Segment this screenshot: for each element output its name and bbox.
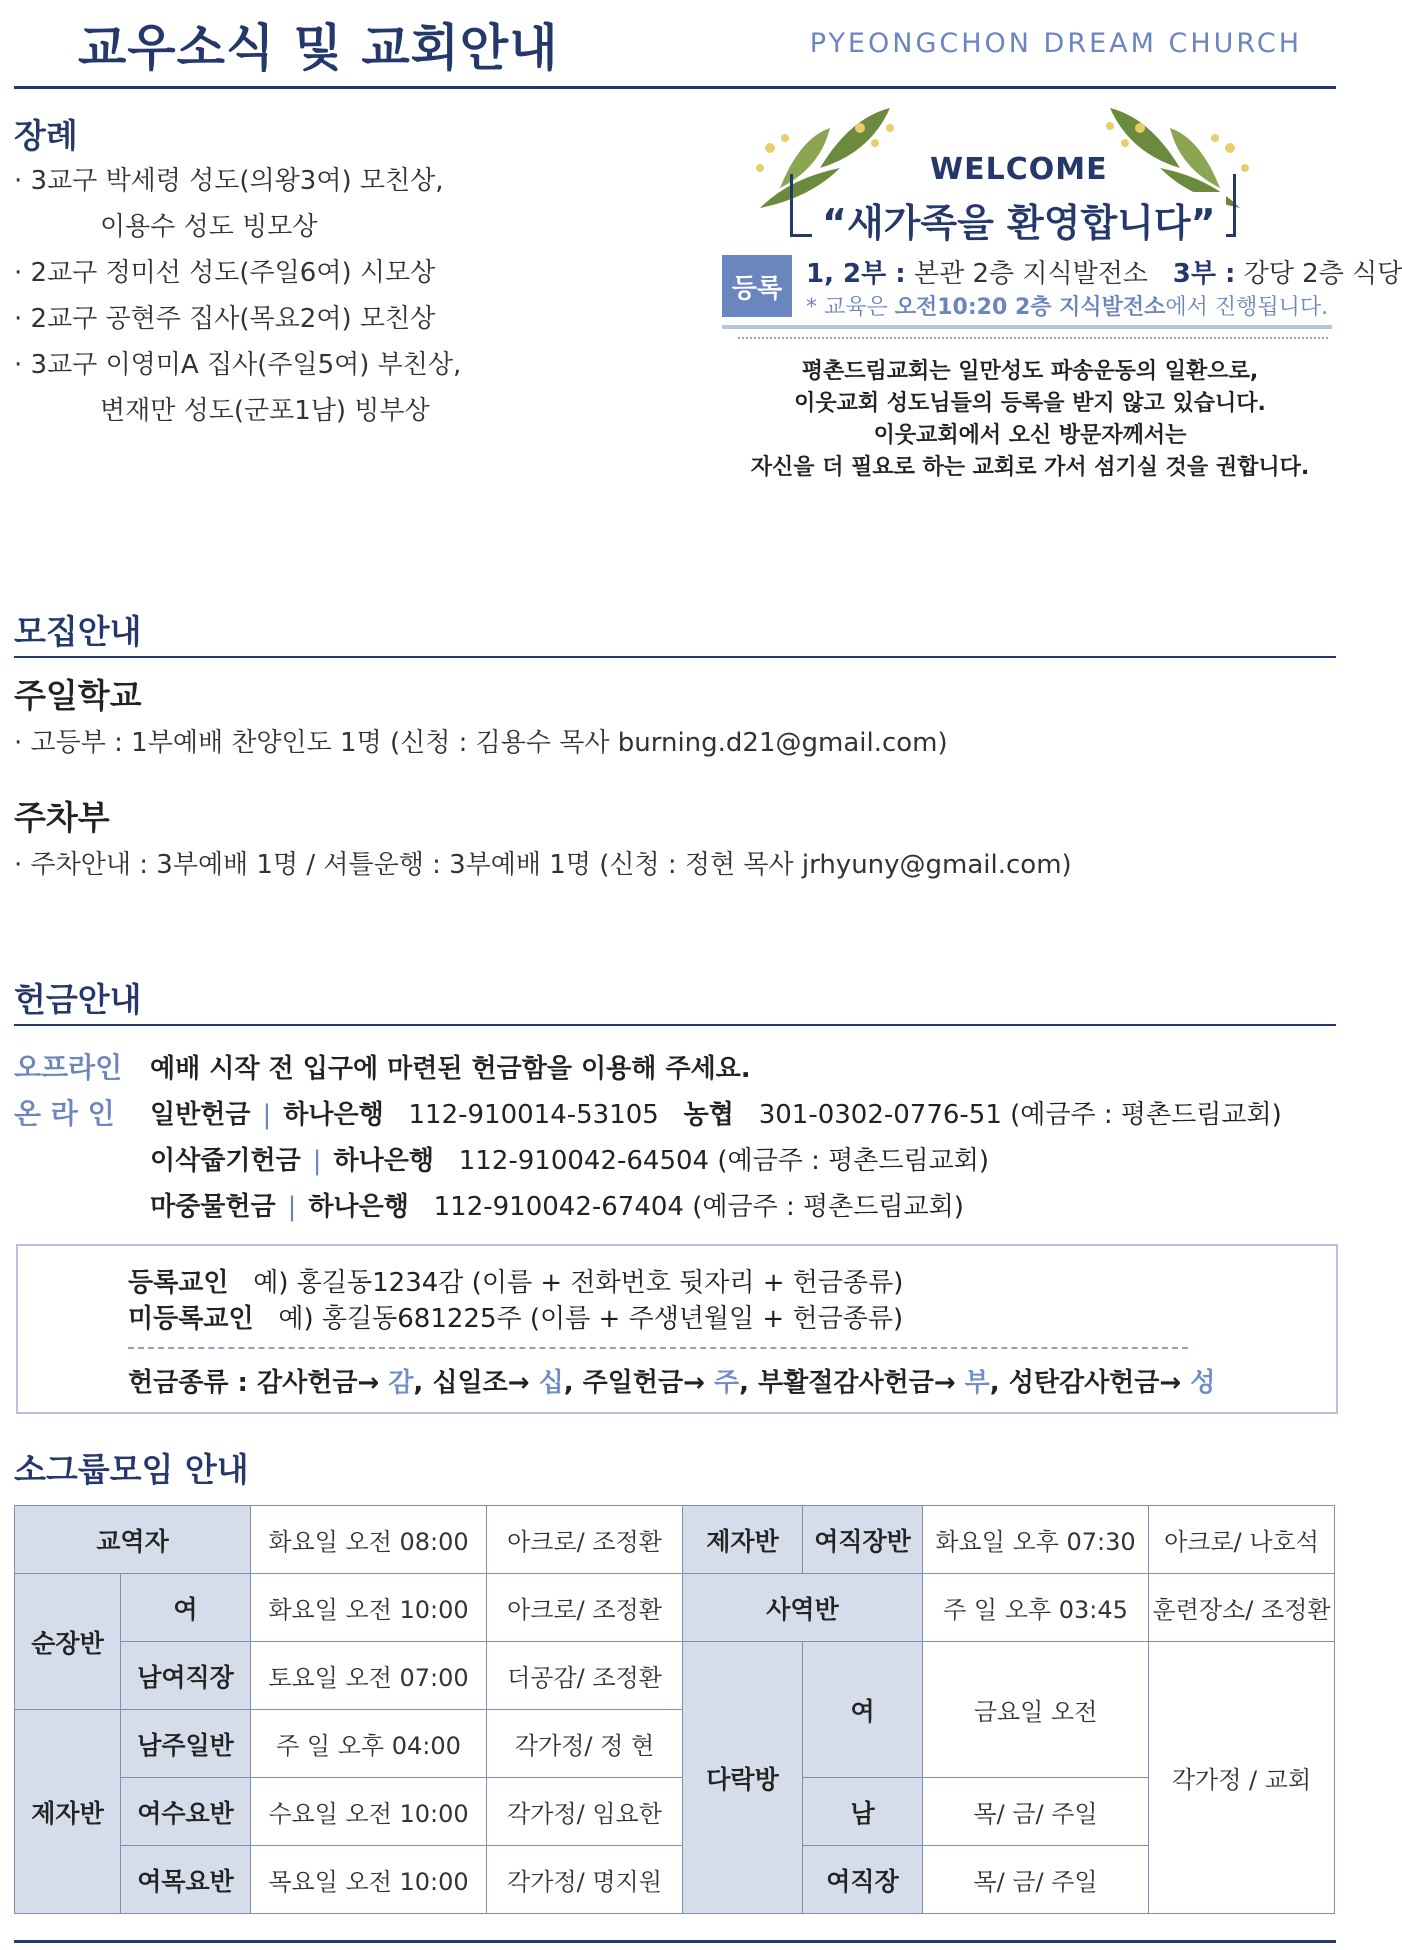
group-time: 토요일 오전 07:00 [251,1642,487,1710]
group-name: 제자반 [683,1506,803,1574]
offering-type: 마중물헌금 [150,1192,276,1222]
group-sub: 여직장 [803,1846,923,1914]
funeral-title: 장례 [14,116,78,155]
account-number: 112-910042-64504 (예금주 : 평촌드림교회) [458,1146,989,1176]
group-place: 아크로/ 조정환 [487,1506,683,1574]
registered-example [128,1262,903,1299]
unregistered-label: 미등록교인 [128,1304,254,1334]
offering-title: 헌금안내 [14,980,142,1019]
group-time: 목/ 금/ 주일 [923,1846,1149,1914]
group-name: 교역자 [15,1506,251,1574]
notice-line: 이웃교회 성도님들의 등록을 받지 않고 있습니다. [794,391,1266,416]
sunday-school-line: · 고등부 : 1부예배 찬양인도 1명 (신청 : 김용수 목사 burning.d21@gmail.com) [14,728,948,758]
group-name: 순장반 [15,1574,121,1710]
group-place: 각가정 / 교회 [1149,1642,1335,1914]
kind-code: 주 [713,1368,740,1398]
recruit-title: 모집안내 [14,612,142,651]
offering-type: 일반헌금 [150,1100,251,1130]
recruit-divider [14,656,1336,658]
registered-text: 예) 홍길동1234감 (이름 + 전화번호 뒷자리 + 헌금종류) [253,1268,904,1298]
education-note-prefix: * 교육은 [806,295,895,320]
group-place: 더공감/ 조정환 [487,1642,683,1710]
group-time: 수요일 오전 10:00 [251,1778,487,1846]
unregistered-example [128,1298,903,1335]
group-time: 목요일 오전 10:00 [251,1846,487,1914]
account-number: 301-0302-0776-51 (예금주 : 평촌드림교회) [758,1100,1282,1130]
groups-title: 소그룹모임 안내 [14,1450,249,1489]
group-sub: 여목요반 [121,1846,251,1914]
kind-code: 부 [964,1368,990,1398]
table-row [15,1846,1335,1914]
group-sub: 남 [803,1778,923,1846]
group-name: 제자반 [15,1710,121,1914]
offering-account-row: 이삭줍기헌금 | 하나은행 112-910042-64504 (예금주 : 평촌드림교회) [150,1146,989,1176]
notice-line: 이웃교회에서 오신 방문자께서는 [873,423,1187,448]
page-title: 교우소식 및 교회안내 [78,19,559,77]
bank-name: 농협 [683,1100,734,1130]
group-place: 아크로/ 나호석 [1149,1506,1335,1574]
offering-account-row: 일반헌금 | 하나은행 112-910014-53105 농협 301-0302-0776-51 (예금주 : 평촌드림교회) [150,1100,1282,1130]
kind-name: 부활절감사헌금 [758,1368,934,1398]
header-divider [14,86,1336,89]
bank-name: 하나은행 [308,1192,409,1222]
group-name: 다락방 [683,1642,803,1914]
kind-name: 성탄감사헌금 [1008,1368,1160,1398]
welcome-word: WELCOME [930,152,1108,187]
notice-line: 자신을 더 필요로 하는 교회로 가서 섬기실 것을 권합니다. [750,455,1310,480]
offering-type: 이삭줍기헌금 [150,1146,301,1176]
group-sub: 여수요반 [121,1778,251,1846]
dashed-divider [128,1347,1188,1349]
service-label: 3부 : [1172,259,1236,289]
group-place: 아크로/ 조정환 [487,1574,683,1642]
group-sub: 여직장반 [803,1506,923,1574]
education-time-place: 오전10:20 2층 지식발전소 [894,295,1166,320]
service-place: 본관 2층 지식발전소 [905,259,1148,289]
offering-account-row: 마중물헌금 | 하나은행 112-910042-67404 (예금주 : 평촌드림교회) [150,1192,964,1222]
offering-kinds: 헌금종류 : 감사헌금→ 감, 십일조→ 십, 주일헌금→ 주, 부활절감사헌금→ 부, 성탄감사헌금→ 성 [128,1368,1216,1398]
funeral-line: 변재만 성도(군포1남) 빙부상 [100,396,430,426]
online-label: 온 라 인 [14,1097,115,1130]
funeral-line: 이용수 성도 빙모상 [100,212,318,242]
group-time: 화요일 오전 10:00 [251,1574,487,1642]
kinds-label: 헌금종류 : [128,1368,248,1398]
service-label: 1, 2부 : [806,259,906,289]
table-row [15,1506,1335,1574]
group-place: 각가정/ 정 현 [487,1710,683,1778]
kind-code: 감 [388,1368,414,1398]
bank-name: 하나은행 [283,1100,384,1130]
kind-name: 주일헌금 [582,1368,684,1398]
kind-code: 십 [538,1368,564,1398]
kind-name: 십일조 [432,1368,508,1398]
education-note [806,290,1328,321]
small-group-table [14,1505,1335,1914]
bottom-divider [14,1940,1336,1943]
registration-badge: 등록 [722,255,792,317]
registration-rule [722,325,1332,329]
group-place: 각가정/ 임요한 [487,1778,683,1846]
group-time: 주 일 오후 04:00 [251,1710,487,1778]
unregistered-text: 예) 홍길동681225주 (이름 + 주생년월일 + 헌금종류) [278,1304,904,1334]
group-name: 사역반 [683,1574,923,1642]
group-sub: 남주일반 [121,1710,251,1778]
notice-line: 평촌드림교회는 일만성도 파송운동의 일환으로, [801,359,1259,384]
group-place: 훈련장소/ 조정환 [1149,1574,1335,1642]
group-time: 화요일 오후 07:30 [923,1506,1149,1574]
registered-label: 등록교인 [128,1268,229,1298]
group-place: 각가정/ 명지원 [487,1846,683,1914]
sunday-school-title: 주일학교 [14,676,142,715]
education-note-suffix: 에서 진행됩니다. [1165,295,1329,320]
kind-name: 감사헌금 [256,1368,358,1398]
group-sub: 남여직장 [121,1642,251,1710]
group-sub: 여 [803,1642,923,1778]
registration-places [806,253,1402,290]
account-number: 112-910014-53105 [408,1100,659,1130]
funeral-line: · 3교구 이영미A 집사(주일5여) 부친상, [14,350,462,380]
parking-line: · 주차안내 : 3부예배 1명 / 셔틀운행 : 3부예배 1명 (신청 : 정현 목사 jrhyuny@gmail.com) [14,850,1072,880]
offering-divider [14,1024,1336,1026]
group-time: 주 일 오후 03:45 [923,1574,1149,1642]
dotted-divider [738,337,1328,339]
funeral-line: · 3교구 박세령 성도(의왕3여) 모친상, [14,166,444,196]
funeral-line: · 2교구 공현주 집사(목요2여) 모친상 [14,304,436,334]
group-time: 금요일 오전 [923,1642,1149,1778]
offline-text: 예배 시작 전 입구에 마련된 헌금함을 이용해 주세요. [150,1054,751,1084]
offline-label: 오프라인 [14,1051,123,1084]
group-time: 목/ 금/ 주일 [923,1778,1149,1846]
funeral-line: · 2교구 정미선 성도(주일6여) 시모상 [14,258,436,288]
group-time: 화요일 오전 08:00 [251,1506,487,1574]
account-number: 112-910042-67404 (예금주 : 평촌드림교회) [433,1192,964,1222]
table-row [15,1574,1335,1642]
bank-name: 하나은행 [333,1146,434,1176]
church-name: PYEONGCHON DREAM CHURCH [809,28,1302,59]
table-row [15,1642,1335,1710]
kind-code: 성 [1190,1368,1216,1398]
table-row [15,1778,1335,1846]
service-place: 강당 2층 식당 [1235,259,1402,289]
group-sub: 여 [121,1574,251,1642]
welcome-phrase: “새가족을 환영합니다” [812,192,1226,247]
parking-title: 주차부 [14,798,110,837]
